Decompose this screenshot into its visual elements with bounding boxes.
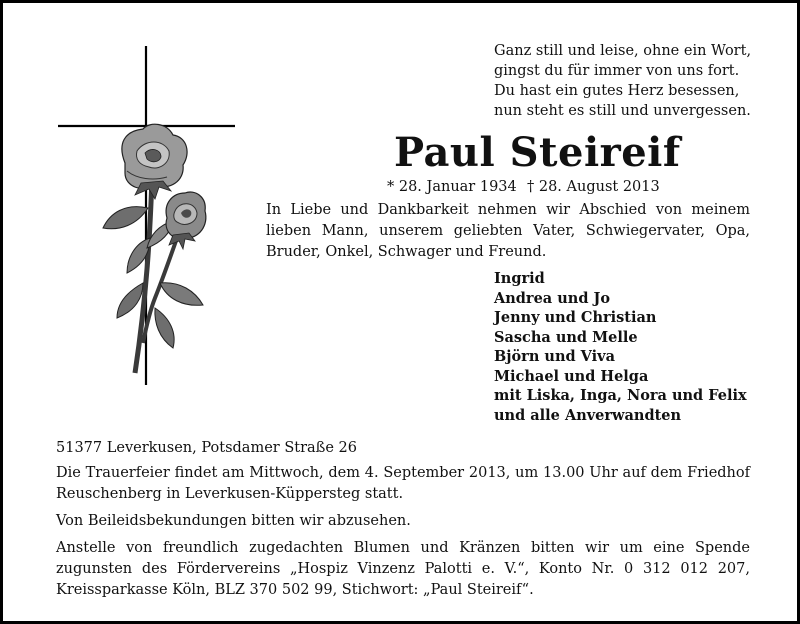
birth-date: * 28. Januar 1934 — [387, 179, 517, 195]
mourner-entry: Andrea und Jo — [494, 289, 611, 307]
mourner-entry: Sascha und Melle — [494, 328, 638, 346]
mourner-entry: Ingrid — [494, 270, 545, 287]
notice-details — [56, 438, 750, 607]
mourners-list — [494, 269, 747, 425]
funeral-info: Die Trauerfeier findet am Mittwoch, dem 4. September 2013, um 13.00 Uhr auf dem Friedhof Reuschenberg in Leverkusen-Küppersteg statt. — [56, 465, 750, 502]
death-date: † 28. August 2013 — [527, 179, 660, 195]
memorial-poem — [494, 41, 751, 121]
mourner-entry: Björn und Viva — [494, 348, 615, 365]
poem-line: nun steht es still und unvergessen. — [494, 103, 751, 119]
deceased-name: Paul Steireif — [394, 129, 681, 176]
donation-info: Anstelle von freundlich zugedachten Blumen und Kränzen bitten wir um eine Spende zugunsten des Fördervereins „Hospiz Vinzenz Palotti e. V.“, Konto Nr. 0 312 012 207, Kreissparkasse Köln, BLZ 370 502 99, Stichwort: „Paul Steireif“. — [56, 540, 750, 598]
poem-line: Du hast ein gutes Herz besessen, — [494, 83, 740, 99]
mourner-entry: mit Liska, Inga, Nora und Felix — [494, 387, 747, 404]
mourner-entry: Michael und Helga — [494, 367, 649, 385]
poem-line: gingst du für immer von uns fort. — [494, 63, 740, 79]
condolence-note: Von Beileidsbekundungen bitten wir abzusehen. — [56, 513, 411, 529]
mourner-entry: und alle Anverwandten — [494, 406, 682, 424]
cross-with-roses-icon — [55, 43, 240, 388]
mourner-entry: Jenny und Christian — [494, 309, 657, 326]
poem-line: Ganz still und leise, ohne ein Wort, — [494, 43, 752, 59]
farewell-text: In Liebe und Dankbarkeit nehmen wir Abschied von meinem lieben Mann, unserem geliebten Vater, Schwiegervater, Opa, Bruder, Onkel, Schwager und Freund. — [266, 202, 750, 260]
family-address: 51377 Leverkusen, Potsdamer Straße 26 — [56, 440, 357, 456]
